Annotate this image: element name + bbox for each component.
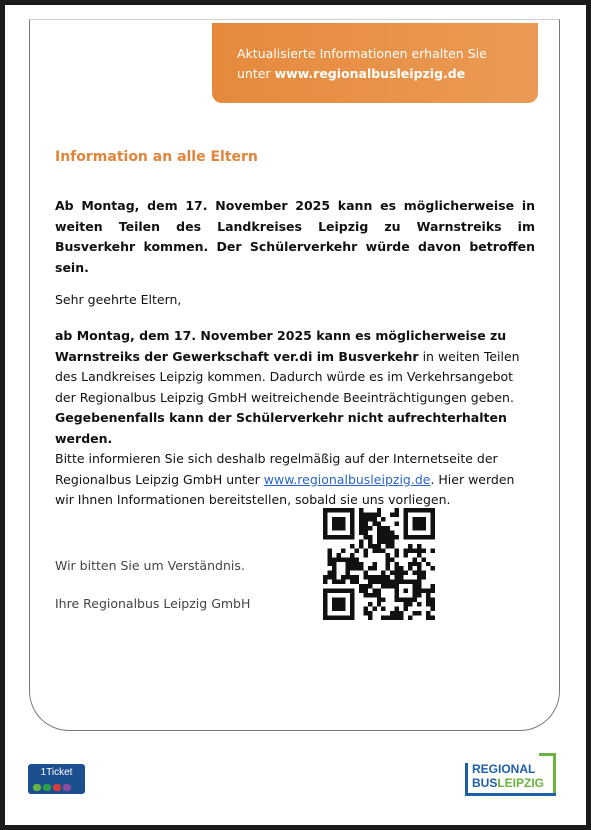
document-page: [5, 5, 586, 825]
tram-icon: [33, 784, 41, 791]
db-icon: [53, 784, 61, 791]
logo-line1: REGIONAL: [472, 762, 536, 776]
banner-link[interactable]: www.regionalbusleipzig.de: [274, 66, 466, 81]
closing-line: Wir bitten Sie um Verständnis.: [55, 558, 245, 573]
banner-line2-prefix: unter: [237, 66, 275, 81]
s-bahn-icon: [43, 784, 51, 791]
website-link[interactable]: www.regionalbusleipzig.de: [263, 471, 431, 487]
bus-icon: [63, 784, 71, 791]
body-text-5: . Hier werden wir Ihnen Informationen bereitstellen, sobald sie uns vorliegen.: [55, 471, 515, 507]
body-bold-1: ab Montag, dem 17. November 2025 kann es möglicherweise zu Warnstreiks der Gewerkschaft ver.di im Busverkehr: [55, 328, 507, 364]
ticket-logo-label: 1Ticket: [28, 764, 85, 781]
banner-line2: [237, 64, 538, 84]
update-banner: [212, 23, 538, 103]
body-bold-3: Gegebenenfalls kann der Schülerverkehr nicht aufrechterhalten werden.: [55, 410, 507, 446]
logo-line2: BUSLEIPZIG: [472, 776, 545, 790]
lead-paragraph: Ab Montag, dem 17. November 2025 kann es möglicherweise in weiten Teilen des Landkreises Leipzig zu Warnstreiks im Busverkehr kommen. Der Schülerverkehr würde davon betroffen sein.: [55, 198, 535, 275]
body-text-4: Bitte informieren Sie sich deshalb regelmäßig auf der Internetseite der Regionalbus Leipzig GmbH unter: [55, 451, 498, 487]
company-logo: [465, 753, 565, 799]
body-paragraph: [55, 326, 535, 511]
body-text-2: in weiten Teilen des Landkreises Leipzig kommen. Dadurch würde es im Verkehrsangebot der Regionalbus Leipzig GmbH weitreichende Beeinträchtigungen geben.: [55, 348, 520, 405]
qr-code-icon[interactable]: [323, 508, 435, 620]
ticket-logo: [28, 764, 85, 794]
banner-line1: Aktualisierte Informationen erhalten Sie: [237, 46, 487, 61]
signature-line: Ihre Regionalbus Leipzig GmbH: [55, 596, 251, 611]
salutation: Sehr geehrte Eltern,: [55, 292, 182, 307]
page-title: Information an alle Eltern: [55, 149, 258, 165]
